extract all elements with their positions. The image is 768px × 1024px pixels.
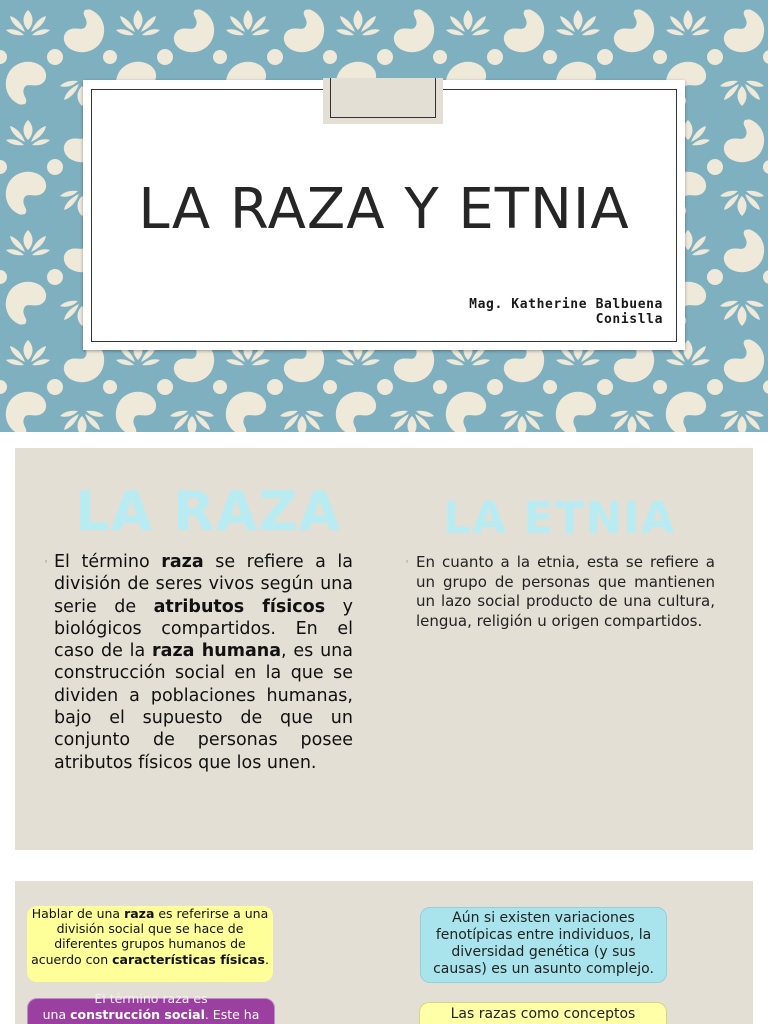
bullet-icon: ◦	[405, 558, 410, 566]
raza-paragraph: El término raza se refiere a la división de seres vivos según una serie de atributos físicos y biológicos compartidos. En el caso de la raza humana, es una construcción social en la que se dividen a poblaciones humanas, bajo el supuesto de que un conjunto de personas posee atributos físicos que los unen.	[54, 552, 353, 773]
races-concepts-box	[419, 1002, 667, 1024]
overlay-text: El término raza es	[94, 991, 208, 1006]
title-card-tab	[323, 78, 443, 124]
presentation-title: LA RAZA Y ETNIA	[138, 177, 630, 242]
etnia-paragraph: En cuanto a la etnia, esta se refiere a un grupo de personas que mantienen un lazo social producto de una cultura, lengua, religión u origen compartidos.	[416, 553, 715, 630]
raza-etnia-slide	[15, 448, 753, 850]
bullet-icon: ◦	[44, 558, 49, 566]
social-construction-box	[27, 991, 275, 1024]
author-name	[469, 297, 663, 327]
etnia-heading: LA ETNIA	[443, 493, 676, 544]
raza-heading: LA RAZA	[75, 480, 342, 543]
genetic-diversity-box	[420, 907, 667, 983]
title-slide	[0, 0, 768, 432]
social-construction-text: una construcción social. Este ha	[42, 1007, 260, 1022]
races-concepts-text: Las razas como conceptos	[450, 1006, 636, 1022]
raza-definition-box: Hablar de una raza es referirse a una división social que se hace de diferentes grupos humanos de acuerdo con características físicas.	[27, 906, 273, 982]
author-line-2: Conislla	[595, 312, 663, 327]
genetic-diversity-text: Aún si existen variaciones fenotípicas entre individuos, la diversidad genética (y sus causas) es un asunto complejo.	[433, 910, 654, 977]
title-card	[83, 80, 685, 350]
author-line-1: Mag. Katherine Balbuena	[469, 297, 663, 312]
concept-boxes-slide	[15, 881, 753, 1024]
